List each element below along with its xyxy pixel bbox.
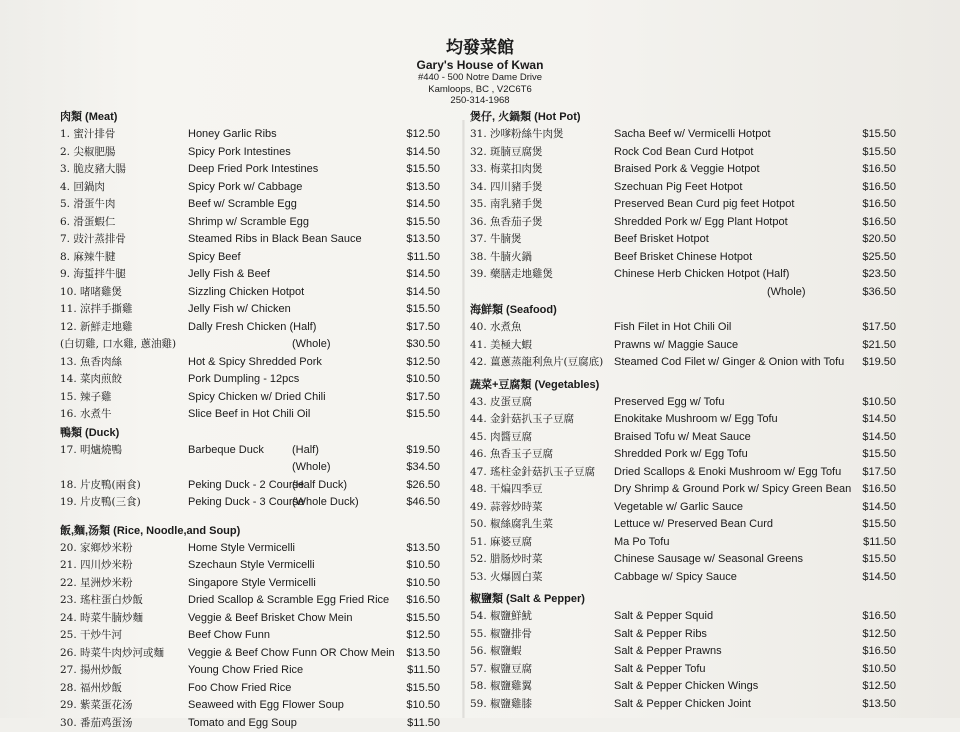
menu-item-chinese-name: 54. 椒鹽鮮魷 bbox=[470, 608, 532, 626]
menu-item-row bbox=[60, 179, 450, 197]
menu-item-price: $17.50 bbox=[406, 389, 440, 407]
menu-item-chinese-name: 4. 回鍋肉 bbox=[60, 179, 105, 197]
menu-item-price: $16.50 bbox=[862, 481, 896, 499]
menu-item-row bbox=[470, 337, 910, 355]
menu-item-english-name: Sacha Beef w/ Vermicelli Hotpot bbox=[614, 126, 771, 144]
menu-item-row bbox=[470, 179, 910, 197]
menu-item-english-name: Szechaun Style Vermicelli bbox=[188, 557, 315, 575]
menu-item-chinese-name: 17. 明爐燒鴨 bbox=[60, 442, 122, 460]
menu-item-chinese-name: (白切雞, 口水雞, 蔥油雞) bbox=[60, 336, 176, 354]
menu-item-price: $15.50 bbox=[862, 516, 896, 534]
menu-item-row bbox=[60, 336, 450, 354]
menu-item-chinese-name: 40. 水煮魚 bbox=[470, 319, 522, 337]
menu-item-english-name: Tomato and Egg Soup bbox=[188, 715, 297, 732]
menu-item-chinese-name: 12. 新鮮走地雞 bbox=[60, 319, 133, 337]
menu-item-row bbox=[470, 608, 910, 626]
menu-item-row bbox=[470, 626, 910, 644]
menu-item-row bbox=[470, 696, 910, 714]
menu-item-row bbox=[60, 575, 450, 593]
menu-item-price: $13.50 bbox=[406, 645, 440, 663]
menu-item-row bbox=[470, 126, 910, 144]
menu-item-row bbox=[470, 446, 910, 464]
menu-item-price: $16.50 bbox=[862, 643, 896, 661]
menu-item-chinese-name: 53. 火爆圆白菜 bbox=[470, 569, 543, 587]
menu-item-row bbox=[60, 319, 450, 337]
menu-item-english-name: Hot & Spicy Shredded Pork bbox=[188, 354, 322, 372]
menu-item-chinese-name: 28. 福州炒飯 bbox=[60, 680, 122, 698]
menu-item-english-name: Spicy Chicken w/ Dried Chili bbox=[188, 389, 326, 407]
menu-item-row bbox=[470, 214, 910, 232]
section-title: 煲仔, 火鍋類 (Hot Pot) bbox=[470, 108, 910, 126]
menu-item-english-name: Veggie & Beef Chow Funn OR Chow Mein bbox=[188, 645, 395, 663]
menu-item-chinese-name: 45. 肉醬豆腐 bbox=[470, 429, 532, 447]
menu-item-chinese-name: 10. 啫啫雞煲 bbox=[60, 284, 122, 302]
menu-item-portion: (Whole) bbox=[767, 284, 806, 302]
menu-item-english-name: Dried Scallop & Scramble Egg Fried Rice bbox=[188, 592, 389, 610]
menu-item-row bbox=[470, 643, 910, 661]
menu-item-row bbox=[60, 161, 450, 179]
menu-item-chinese-name: 31. 沙嗲粉絲牛肉煲 bbox=[470, 126, 564, 144]
menu-item-chinese-name: 13. 魚香肉絲 bbox=[60, 354, 122, 372]
menu-item-price: $16.50 bbox=[406, 592, 440, 610]
menu-item-row bbox=[60, 592, 450, 610]
menu-item-price: $15.50 bbox=[862, 126, 896, 144]
menu-item-price: $13.50 bbox=[406, 179, 440, 197]
menu-item-row bbox=[60, 645, 450, 663]
menu-item-chinese-name: 34. 四川豬手煲 bbox=[470, 179, 543, 197]
paper-fold-line bbox=[462, 120, 465, 718]
menu-item-row bbox=[60, 144, 450, 162]
menu-item-english-name: Jelly Fish & Beef bbox=[188, 266, 270, 284]
menu-item-english-name: Peking Duck - 3 Course bbox=[188, 494, 304, 512]
menu-item-row bbox=[470, 464, 910, 482]
menu-item-price: $13.50 bbox=[862, 696, 896, 714]
menu-item-row bbox=[470, 249, 910, 267]
menu-item-price: $23.50 bbox=[862, 266, 896, 284]
menu-item-row bbox=[60, 697, 450, 715]
menu-item-portion: (Half) bbox=[292, 442, 319, 460]
menu-item-english-name: Peking Duck - 2 Course bbox=[188, 477, 304, 495]
menu-item-chinese-name: 58. 椒鹽雞翼 bbox=[470, 678, 532, 696]
menu-item-chinese-name: 52. 腊肠炒时菜 bbox=[470, 551, 543, 569]
menu-item-chinese-name: 11. 涼拌手撕雞 bbox=[60, 301, 133, 319]
menu-item-english-name: Spicy Beef bbox=[188, 249, 241, 267]
menu-item-english-name: Spicy Pork w/ Cabbage bbox=[188, 179, 302, 197]
menu-item-price: $15.50 bbox=[406, 214, 440, 232]
section-title: 蔬菜+豆腐類 (Vegetables) bbox=[470, 376, 910, 394]
menu-item-english-name: Shredded Pork w/ Egg Tofu bbox=[614, 446, 748, 464]
menu-item-price: $16.50 bbox=[862, 161, 896, 179]
menu-item-price: $14.50 bbox=[862, 499, 896, 517]
menu-item-english-name: Shrimp w/ Scramble Egg bbox=[188, 214, 309, 232]
menu-item-english-name: Steamed Ribs in Black Bean Sauce bbox=[188, 231, 362, 249]
menu-item-english-name: Beef Brisket Hotpot bbox=[614, 231, 709, 249]
menu-item-price: $14.50 bbox=[862, 429, 896, 447]
menu-item-english-name: Spicy Pork Intestines bbox=[188, 144, 291, 162]
menu-item-price: $12.50 bbox=[406, 627, 440, 645]
menu-header bbox=[0, 38, 960, 107]
menu-item-price: $13.50 bbox=[406, 540, 440, 558]
menu-item-row bbox=[60, 627, 450, 645]
menu-item-row bbox=[60, 662, 450, 680]
menu-item-chinese-name: 44. 金針菇扒玉子豆腐 bbox=[470, 411, 574, 429]
section-title: 椒鹽類 (Salt & Pepper) bbox=[470, 590, 910, 608]
menu-item-row bbox=[60, 214, 450, 232]
menu-item-portion: (Whole) bbox=[292, 459, 331, 477]
menu-item-english-name: Rock Cod Bean Curd Hotpot bbox=[614, 144, 753, 162]
menu-item-chinese-name: 55. 椒鹽排骨 bbox=[470, 626, 532, 644]
menu-item-row bbox=[470, 196, 910, 214]
menu-item-english-name: Seaweed with Egg Flower Soup bbox=[188, 697, 344, 715]
menu-item-chinese-name: 50. 椒絲腐乳生菜 bbox=[470, 516, 553, 534]
menu-item-chinese-name: 39. 藥膳走地雞煲 bbox=[470, 266, 553, 284]
menu-item-chinese-name: 24. 時菜牛腩炒麵 bbox=[60, 610, 143, 628]
menu-item-english-name: Prawns w/ Maggie Sauce bbox=[614, 337, 738, 355]
menu-item-price: $36.50 bbox=[862, 284, 896, 302]
menu-item-row bbox=[470, 394, 910, 412]
section-title: 海鮮類 (Seafood) bbox=[470, 301, 910, 319]
menu-item-row bbox=[60, 459, 450, 477]
menu-item-chinese-name: 32. 斑腩豆腐煲 bbox=[470, 144, 543, 162]
menu-item-price: $30.50 bbox=[406, 336, 440, 354]
menu-item-english-name: Cabbage w/ Spicy Sauce bbox=[614, 569, 737, 587]
menu-item-row bbox=[60, 610, 450, 628]
menu-item-chinese-name: 1. 蜜汁排骨 bbox=[60, 126, 115, 144]
menu-item-chinese-name: 2. 尖椒肥腸 bbox=[60, 144, 115, 162]
menu-item-price: $10.50 bbox=[406, 557, 440, 575]
menu-item-chinese-name: 56. 椒鹽蝦 bbox=[470, 643, 522, 661]
phone-number: 250-314-1968 bbox=[0, 95, 960, 107]
menu-item-chinese-name: 41. 美極大蝦 bbox=[470, 337, 532, 355]
menu-item-row bbox=[60, 389, 450, 407]
menu-item-price: $34.50 bbox=[406, 459, 440, 477]
menu-item-price: $20.50 bbox=[862, 231, 896, 249]
menu-item-price: $16.50 bbox=[862, 179, 896, 197]
menu-item-chinese-name: 36. 魚香茄子煲 bbox=[470, 214, 543, 232]
menu-item-price: $12.50 bbox=[406, 354, 440, 372]
menu-item-price: $19.50 bbox=[862, 354, 896, 372]
menu-item-chinese-name: 33. 梅菜扣肉煲 bbox=[470, 161, 543, 179]
menu-item-english-name: Honey Garlic Ribs bbox=[188, 126, 277, 144]
menu-item-english-name: Braised Pork & Veggie Hotpot bbox=[614, 161, 760, 179]
menu-item-english-name: Jelly Fish w/ Chicken bbox=[188, 301, 291, 319]
menu-item-chinese-name: 19. 片皮鴨(三食) bbox=[60, 494, 141, 512]
menu-item-price: $10.50 bbox=[406, 371, 440, 389]
menu-item-row bbox=[60, 301, 450, 319]
menu-item-chinese-name: 27. 揚州炒飯 bbox=[60, 662, 122, 680]
menu-item-price: $10.50 bbox=[862, 661, 896, 679]
menu-item-english-name: Chinese Sausage w/ Seasonal Greens bbox=[614, 551, 803, 569]
menu-item-english-name: Ma Po Tofu bbox=[614, 534, 669, 552]
menu-item-price: $10.50 bbox=[862, 394, 896, 412]
menu-item-row bbox=[60, 442, 450, 460]
menu-item-row bbox=[470, 661, 910, 679]
menu-item-row bbox=[470, 569, 910, 587]
menu-item-chinese-name: 8. 麻辣牛腱 bbox=[60, 249, 115, 267]
menu-item-row bbox=[60, 354, 450, 372]
menu-item-chinese-name: 49. 蒜蓉炒時菜 bbox=[470, 499, 543, 517]
menu-item-price: $15.50 bbox=[406, 680, 440, 698]
menu-item-english-name: Steamed Cod Filet w/ Ginger & Onion with Tofu bbox=[614, 354, 844, 372]
menu-item-chinese-name: 57. 椒鹽豆腐 bbox=[470, 661, 532, 679]
menu-item-row bbox=[60, 494, 450, 512]
menu-item-price: $19.50 bbox=[406, 442, 440, 460]
section-title: 飯,麵,汤類 (Rice, Noodle,and Soup) bbox=[60, 522, 450, 540]
menu-item-price: $11.50 bbox=[863, 534, 896, 552]
menu-item-row bbox=[470, 516, 910, 534]
menu-item-portion: (Whole Duck) bbox=[292, 494, 359, 512]
menu-item-price: $10.50 bbox=[406, 575, 440, 593]
menu-item-row bbox=[60, 680, 450, 698]
menu-item-portion: (Whole) bbox=[292, 336, 331, 354]
menu-item-english-name: Enokitake Mushroom w/ Egg Tofu bbox=[614, 411, 778, 429]
menu-item-chinese-name: 46. 魚香玉子豆腐 bbox=[470, 446, 553, 464]
menu-item-english-name: Braised Tofu w/ Meat Sauce bbox=[614, 429, 751, 447]
menu-item-row bbox=[60, 406, 450, 424]
menu-item-english-name: Sizzling Chicken Hotpot bbox=[188, 284, 304, 302]
menu-item-price: $15.50 bbox=[406, 406, 440, 424]
menu-item-english-name: Dry Shrimp & Ground Pork w/ Spicy Green Bean bbox=[614, 481, 851, 499]
menu-item-row bbox=[60, 126, 450, 144]
menu-item-row bbox=[470, 319, 910, 337]
menu-item-row bbox=[470, 678, 910, 696]
menu-item-chinese-name: 25. 干炒牛河 bbox=[60, 627, 122, 645]
menu-item-english-name: Beef w/ Scramble Egg bbox=[188, 196, 297, 214]
address-line-2: Kamloops, BC , V2C6T6 bbox=[0, 84, 960, 96]
section-title: 肉類 (Meat) bbox=[60, 108, 450, 126]
menu-item-price: $26.50 bbox=[406, 477, 440, 495]
menu-item-row bbox=[470, 411, 910, 429]
menu-item-price: $13.50 bbox=[406, 231, 440, 249]
menu-item-price: $15.50 bbox=[862, 144, 896, 162]
menu-item-english-name: Shredded Pork w/ Egg Plant Hotpot bbox=[614, 214, 788, 232]
menu-item-chinese-name: 21. 四川炒米粉 bbox=[60, 557, 133, 575]
menu-item-price: $16.50 bbox=[862, 214, 896, 232]
menu-item-english-name: Preserved Bean Curd pig feet Hotpot bbox=[614, 196, 794, 214]
menu-item-row bbox=[470, 481, 910, 499]
address-line-1: #440 - 500 Notre Dame Drive bbox=[0, 72, 960, 84]
restaurant-name: Gary's House of Kwan bbox=[0, 58, 960, 72]
menu-item-english-name: Salt & Pepper Tofu bbox=[614, 661, 706, 679]
menu-item-price: $46.50 bbox=[406, 494, 440, 512]
menu-item-chinese-name: 14. 菜肉煎餃 bbox=[60, 371, 122, 389]
menu-item-chinese-name: 35. 南乳豬手煲 bbox=[470, 196, 543, 214]
menu-item-portion: (Half Duck) bbox=[292, 477, 347, 495]
menu-item-row bbox=[60, 249, 450, 267]
menu-item-chinese-name: 59. 椒鹽雞膝 bbox=[470, 696, 532, 714]
menu-item-price: $14.50 bbox=[406, 284, 440, 302]
menu-item-chinese-name: 42. 薑蔥蒸龍利魚片(豆腐底) bbox=[470, 354, 603, 372]
menu-item-chinese-name: 48. 干煸四季豆 bbox=[470, 481, 543, 499]
right-menu-column bbox=[470, 108, 910, 713]
menu-item-english-name: Dally Fresh Chicken (Half) bbox=[188, 319, 316, 337]
menu-item-english-name: Salt & Pepper Chicken Joint bbox=[614, 696, 751, 714]
menu-item-price: $15.50 bbox=[862, 551, 896, 569]
menu-item-row bbox=[470, 284, 910, 302]
menu-item-chinese-name: 7. 豉汁蒸排骨 bbox=[60, 231, 126, 249]
menu-item-row bbox=[60, 231, 450, 249]
menu-item-price: $14.50 bbox=[406, 266, 440, 284]
menu-item-chinese-name: 29. 紫菜蛋花汤 bbox=[60, 697, 133, 715]
menu-item-english-name: Barbeque Duck bbox=[188, 442, 264, 460]
menu-item-english-name: Beef Brisket Chinese Hotpot bbox=[614, 249, 752, 267]
menu-item-row bbox=[470, 429, 910, 447]
menu-item-chinese-name: 18. 片皮鴨(兩食) bbox=[60, 477, 141, 495]
menu-item-price: $17.50 bbox=[862, 464, 896, 482]
menu-item-english-name: Salt & Pepper Squid bbox=[614, 608, 713, 626]
menu-item-price: $17.50 bbox=[862, 319, 896, 337]
menu-item-english-name: Singapore Style Vermicelli bbox=[188, 575, 316, 593]
menu-item-chinese-name: 15. 辣子雞 bbox=[60, 389, 112, 407]
menu-item-english-name: Slice Beef in Hot Chili Oil bbox=[188, 406, 310, 424]
menu-item-row bbox=[470, 499, 910, 517]
menu-item-row bbox=[470, 266, 910, 284]
menu-item-english-name: Salt & Pepper Prawns bbox=[614, 643, 722, 661]
menu-item-chinese-name: 38. 牛腩火鍋 bbox=[470, 249, 532, 267]
menu-item-english-name: Young Chow Fried Rice bbox=[188, 662, 303, 680]
restaurant-name-chinese: 均發菜館 bbox=[0, 38, 960, 58]
menu-item-price: $25.50 bbox=[862, 249, 896, 267]
menu-item-price: $11.50 bbox=[407, 662, 440, 680]
menu-item-row bbox=[60, 371, 450, 389]
menu-item-chinese-name: 47. 瑤柱金針菇扒玉子豆腐 bbox=[470, 464, 595, 482]
menu-item-row bbox=[470, 161, 910, 179]
menu-item-price: $16.50 bbox=[862, 608, 896, 626]
menu-item-chinese-name: 6. 滑蛋蝦仁 bbox=[60, 214, 115, 232]
menu-item-row bbox=[60, 557, 450, 575]
menu-item-price: $15.50 bbox=[406, 161, 440, 179]
menu-item-price: $12.50 bbox=[862, 626, 896, 644]
menu-item-row bbox=[470, 354, 910, 372]
menu-item-price: $11.50 bbox=[407, 249, 440, 267]
menu-item-row bbox=[60, 196, 450, 214]
menu-item-row bbox=[470, 144, 910, 162]
menu-item-english-name: Beef Chow Funn bbox=[188, 627, 270, 645]
menu-item-price: $10.50 bbox=[406, 697, 440, 715]
menu-item-price: $12.50 bbox=[406, 126, 440, 144]
menu-item-chinese-name: 5. 滑蛋牛肉 bbox=[60, 196, 115, 214]
menu-item-chinese-name: 43. 皮蛋豆腐 bbox=[470, 394, 532, 412]
menu-item-chinese-name: 16. 水煮牛 bbox=[60, 406, 112, 424]
menu-item-english-name: Pork Dumpling - 12pcs bbox=[188, 371, 299, 389]
menu-item-price: $14.50 bbox=[406, 144, 440, 162]
menu-item-row bbox=[470, 551, 910, 569]
menu-item-row bbox=[60, 477, 450, 495]
menu-item-english-name: Preserved Egg w/ Tofu bbox=[614, 394, 724, 412]
menu-item-chinese-name: 26. 時菜牛肉炒河或麵 bbox=[60, 645, 164, 663]
menu-item-chinese-name: 20. 家鄉炒米粉 bbox=[60, 540, 133, 558]
menu-item-price: $17.50 bbox=[406, 319, 440, 337]
menu-item-price: $15.50 bbox=[406, 610, 440, 628]
menu-item-english-name: Vegetable w/ Garlic Sauce bbox=[614, 499, 743, 517]
menu-item-chinese-name: 9. 海蜇拌牛腿 bbox=[60, 266, 126, 284]
menu-item-english-name: Szechuan Pig Feet Hotpot bbox=[614, 179, 742, 197]
menu-item-english-name: Veggie & Beef Brisket Chow Mein bbox=[188, 610, 352, 628]
section-spacer bbox=[60, 512, 450, 522]
menu-item-price: $15.50 bbox=[406, 301, 440, 319]
menu-item-english-name: Home Style Vermicelli bbox=[188, 540, 295, 558]
left-menu-column bbox=[60, 108, 450, 732]
menu-item-chinese-name: 3. 脆皮豬大腸 bbox=[60, 161, 126, 179]
menu-item-chinese-name: 30. 番茄鸡蛋汤 bbox=[60, 715, 133, 732]
menu-item-price: $14.50 bbox=[406, 196, 440, 214]
menu-item-english-name: Salt & Pepper Ribs bbox=[614, 626, 707, 644]
menu-item-row bbox=[60, 540, 450, 558]
menu-item-chinese-name: 23. 瑤柱蛋白炒飯 bbox=[60, 592, 143, 610]
menu-item-price: $14.50 bbox=[862, 411, 896, 429]
menu-item-row bbox=[470, 231, 910, 249]
menu-item-row bbox=[60, 284, 450, 302]
menu-item-chinese-name: 37. 牛腩煲 bbox=[470, 231, 522, 249]
menu-item-price: $14.50 bbox=[862, 569, 896, 587]
menu-item-english-name: Salt & Pepper Chicken Wings bbox=[614, 678, 758, 696]
menu-item-row bbox=[60, 715, 450, 732]
menu-item-row bbox=[60, 266, 450, 284]
menu-item-price: $12.50 bbox=[862, 678, 896, 696]
menu-item-english-name: Chinese Herb Chicken Hotpot (Half) bbox=[614, 266, 789, 284]
menu-item-row bbox=[470, 534, 910, 552]
menu-item-price: $21.50 bbox=[862, 337, 896, 355]
menu-item-chinese-name: 51. 麻婆豆腐 bbox=[470, 534, 532, 552]
menu-item-english-name: Lettuce w/ Preserved Bean Curd bbox=[614, 516, 773, 534]
menu-item-english-name: Deep Fried Pork Intestines bbox=[188, 161, 318, 179]
menu-item-english-name: Foo Chow Fried Rice bbox=[188, 680, 291, 698]
menu-item-english-name: Dried Scallops & Enoki Mushroom w/ Egg Tofu bbox=[614, 464, 841, 482]
section-title: 鴨類 (Duck) bbox=[60, 424, 450, 442]
menu-item-price: $15.50 bbox=[862, 446, 896, 464]
menu-item-chinese-name: 22. 星洲炒米粉 bbox=[60, 575, 133, 593]
menu-item-price: $11.50 bbox=[407, 715, 440, 732]
menu-item-price: $16.50 bbox=[862, 196, 896, 214]
menu-item-english-name: Fish Filet in Hot Chili Oil bbox=[614, 319, 731, 337]
